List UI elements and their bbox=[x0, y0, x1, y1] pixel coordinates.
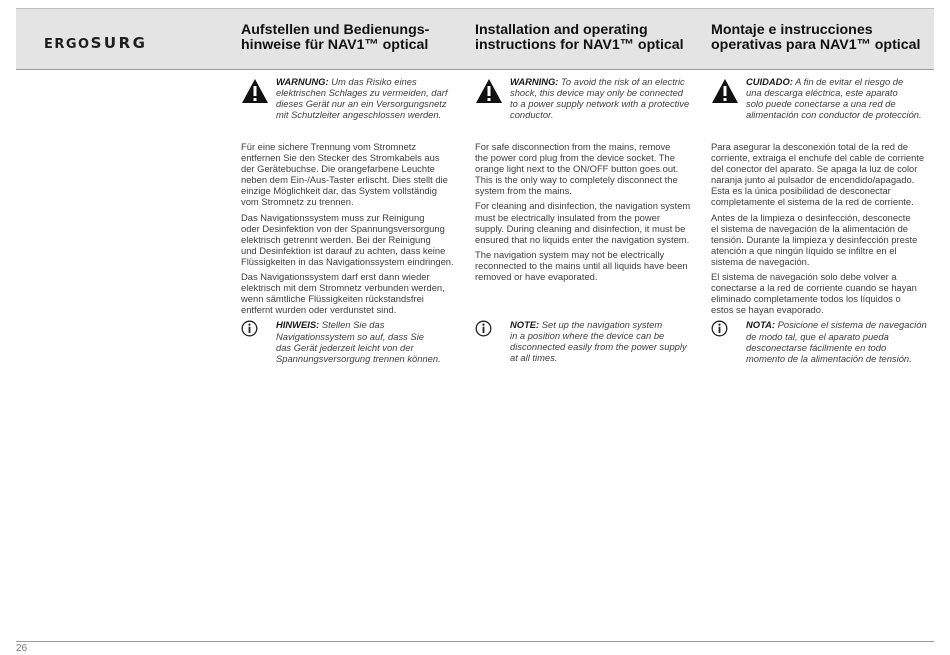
body-text bbox=[241, 141, 463, 315]
title-german bbox=[241, 23, 429, 53]
paragraph bbox=[241, 141, 463, 208]
text-line: tensión. Durante la limpieza y desinfección preste bbox=[711, 233, 918, 245]
note-label: NOTE: bbox=[510, 319, 540, 331]
note-text bbox=[510, 319, 699, 363]
text-line: orange light next to the ON/OFF button goes out. bbox=[475, 163, 679, 175]
text-line: reconnected to the mains until all liquids have been bbox=[475, 259, 688, 271]
note-text bbox=[746, 319, 936, 363]
note-block bbox=[711, 319, 936, 363]
paragraph bbox=[241, 271, 463, 315]
warning-text bbox=[276, 76, 447, 120]
warning-line: solo puede conectarse a una red de bbox=[746, 98, 896, 110]
text-line: el sistema de navegación de la alimentación de bbox=[711, 222, 908, 234]
body-text bbox=[711, 141, 936, 315]
paragraph bbox=[241, 212, 463, 267]
note-line: Stellen Sie das bbox=[321, 319, 385, 331]
text-line: Para asegurar la desconexión total de la red de bbox=[711, 141, 909, 152]
text-line: corriente, extraiga el enchufe del cable de corriente bbox=[711, 152, 925, 164]
column-english bbox=[475, 76, 699, 364]
text-line: Für eine sichere Trennung vom Stromnetz bbox=[241, 141, 417, 152]
note-line: Set up the navigation system bbox=[541, 319, 663, 331]
warning-block bbox=[711, 76, 936, 134]
text-line: del conector del aparato. Se apaga la luz de color bbox=[711, 163, 918, 175]
note-block bbox=[475, 319, 699, 363]
warning-line: una descarga eléctrica, este aparato bbox=[746, 87, 898, 99]
note-line: das Gerät jederzeit leicht von der bbox=[276, 341, 414, 353]
paragraph bbox=[711, 141, 936, 208]
text-line: vom Stromnetz zu trennen. bbox=[241, 196, 354, 208]
warning-text bbox=[510, 76, 689, 120]
warning-label: WARNING: bbox=[510, 76, 559, 87]
text-line: elektrisch getrennt werden. Bei der Reinigung bbox=[241, 233, 431, 245]
text-line: Das Navigationssystem muss zur Reinigung bbox=[241, 211, 425, 223]
warning-line: Um das Risiko eines bbox=[331, 76, 417, 87]
text-line: der Gerätebuchse. Die orangefarbene Leuchte bbox=[241, 163, 435, 175]
text-line: atención a que ningún líquido se infiltre en el bbox=[711, 244, 897, 256]
brand-prefix: ERGO bbox=[44, 37, 91, 52]
warning-line: dieses Gerät nur an ein Versorgungsnetz bbox=[276, 98, 447, 110]
paragraph bbox=[475, 249, 699, 282]
text-line: For safe disconnection from the mains, remove bbox=[475, 141, 671, 152]
title-line: operativas para NAV1™ optical bbox=[711, 37, 921, 53]
warning-line: conductor. bbox=[510, 109, 554, 121]
text-line: entfernt wurden oder verdunstet sind. bbox=[241, 304, 397, 316]
text-line: supply. During cleaning and disinfection, it must be bbox=[475, 222, 686, 234]
warning-text bbox=[746, 76, 922, 120]
text-line: conectarse a la red de corriente cuando se hayan bbox=[711, 282, 917, 294]
text-line: wenn sämtliche Flüssigkeiten rückstandsfrei bbox=[241, 293, 424, 305]
warning-label: CUIDADO: bbox=[746, 76, 793, 87]
text-line: neben dem Ein-/Aus-Taster erlischt. Dies stellt die bbox=[241, 174, 448, 186]
column-spanish bbox=[711, 76, 936, 364]
note-line: Posicione el sistema de navegación bbox=[777, 319, 927, 331]
note-text bbox=[276, 319, 463, 363]
warning-line: to a power supply network with a protective bbox=[510, 98, 690, 110]
note-line: Navigationssystem so auf, dass Sie bbox=[276, 330, 424, 342]
text-line: system from the mains. bbox=[475, 185, 572, 197]
warning-line: To avoid the risk of an electric bbox=[561, 76, 685, 87]
text-line: eliminado completamente todos los líquidos o bbox=[711, 293, 901, 305]
paragraph bbox=[711, 271, 936, 315]
note-line: Spannungsversorgung trennen können. bbox=[276, 352, 441, 364]
text-line: naranja junto al pulsador de encendido/apagado. bbox=[711, 174, 915, 186]
title-line: Aufstellen und Bedienungs- bbox=[241, 22, 430, 38]
warning-line: elektrischen Schlages zu vermeiden, darf bbox=[276, 87, 448, 99]
text-line: ensured that no liquids enter the navigation system. bbox=[475, 233, 690, 245]
info-icon bbox=[241, 320, 258, 337]
text-line: oder Desinfektion von der Spannungsversorgung bbox=[241, 222, 445, 234]
column-german bbox=[241, 76, 463, 364]
text-line: El sistema de navegación solo debe volver a bbox=[711, 271, 897, 283]
note-label: NOTA: bbox=[746, 319, 775, 331]
note-line: disconnected easily from the power supply bbox=[510, 341, 687, 353]
text-line: must be electrically insulated from the power bbox=[475, 211, 660, 223]
warning-line: shock, this device may only be connected bbox=[510, 87, 684, 99]
text-line: und Desinfektion ist darauf zu achten, dass keine bbox=[241, 244, 446, 256]
paragraph bbox=[711, 212, 936, 267]
text-line: removed or have evaporated. bbox=[475, 271, 598, 283]
info-icon bbox=[711, 320, 728, 337]
note-line: desconectarse fácilmente en todo bbox=[746, 341, 887, 353]
warning-line: mit Schutzleiter angeschlossen werden. bbox=[276, 109, 442, 121]
title-line: Installation and operating bbox=[475, 22, 648, 38]
note-line: at all times. bbox=[510, 352, 558, 364]
note-label: HINWEIS: bbox=[276, 319, 320, 331]
text-line: The navigation system may not be electrically bbox=[475, 248, 665, 260]
text-line: estos se hayan evaporado. bbox=[711, 304, 824, 316]
text-line: Flüssigkeiten in das Navigationssystem eindringen. bbox=[241, 255, 454, 267]
warning-triangle-icon bbox=[711, 78, 739, 104]
note-line: in a position where the device can be bbox=[510, 330, 665, 342]
warning-triangle-icon bbox=[241, 78, 269, 104]
info-icon bbox=[475, 320, 492, 337]
title-english bbox=[475, 23, 684, 53]
warning-label: WARNUNG: bbox=[276, 76, 329, 87]
text-line: This is the only way to completely disconnect the bbox=[475, 174, 678, 186]
warning-block bbox=[241, 76, 463, 134]
note-line: momento de la alimentación de tensión. bbox=[746, 352, 912, 364]
title-line: instructions for NAV1™ optical bbox=[475, 37, 684, 53]
paragraph bbox=[475, 200, 699, 244]
body-text bbox=[475, 141, 699, 282]
text-line: elektrisch mit dem Stromnetz verbunden werden, bbox=[241, 282, 445, 294]
text-line: sistema de navegación. bbox=[711, 255, 810, 267]
page-number: 26 bbox=[16, 643, 28, 654]
note-block bbox=[241, 319, 463, 363]
warning-line: A fin de evitar el riesgo de bbox=[795, 76, 904, 87]
text-line: Antes de la limpieza o desinfección, desconecte bbox=[711, 211, 911, 223]
brand-name: SURG bbox=[90, 34, 148, 52]
text-line: Das Navigationssystem darf erst dann wieder bbox=[241, 271, 430, 283]
warning-block bbox=[475, 76, 699, 134]
title-line: hinweise für NAV1™ optical bbox=[241, 37, 429, 53]
note-line: de modo tal, que el aparato pueda bbox=[746, 330, 889, 342]
warning-line: alimentación con conductor de protección. bbox=[746, 109, 922, 121]
footer-rule bbox=[16, 641, 934, 642]
warning-triangle-icon bbox=[475, 78, 503, 104]
text-line: Esta es la única posibilidad de desconectar bbox=[711, 185, 891, 197]
text-line: the power cord plug from the device socket. The bbox=[475, 152, 675, 164]
paragraph bbox=[475, 141, 699, 196]
title-spanish bbox=[711, 23, 920, 53]
text-line: completamente el sistema de la red de corriente. bbox=[711, 196, 914, 208]
title-line: Montaje e instrucciones bbox=[711, 22, 873, 38]
text-line: entfernen Sie den Stecker des Stromkabels aus bbox=[241, 152, 440, 164]
text-line: For cleaning and disinfection, the navigation system bbox=[475, 200, 691, 212]
text-line: einzige Möglichkeit dar, das System vollständig bbox=[241, 185, 437, 197]
brand-logo bbox=[44, 33, 147, 53]
